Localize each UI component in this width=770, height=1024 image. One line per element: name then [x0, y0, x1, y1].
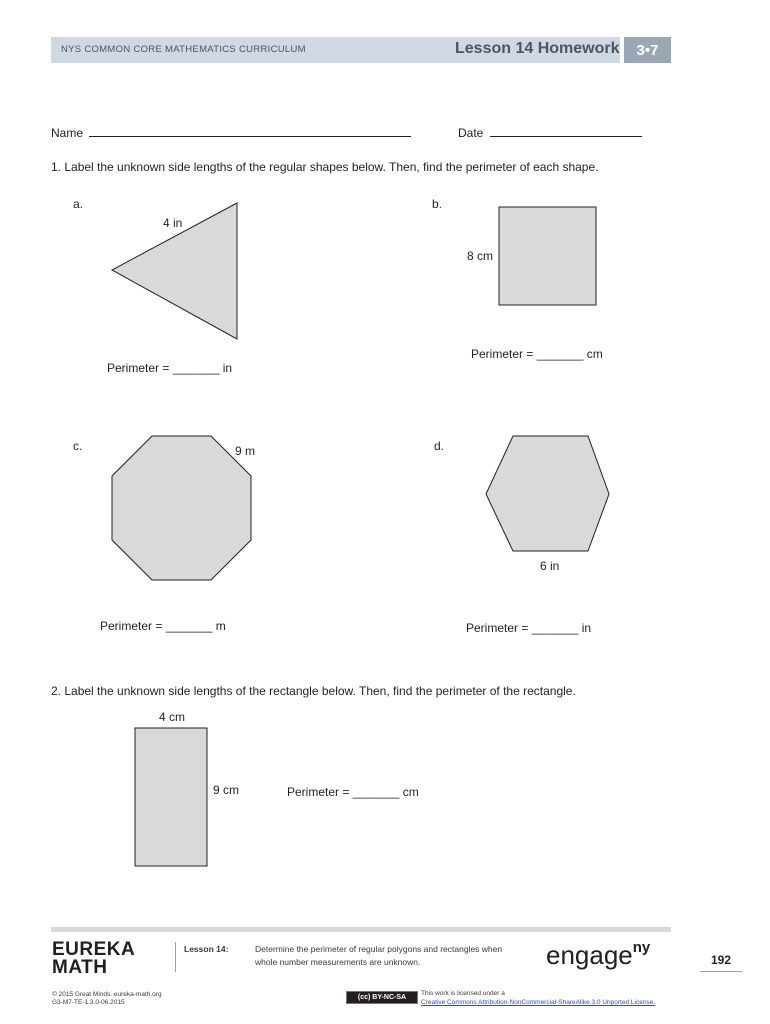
rectangle-top-label: 4 cm [159, 710, 186, 724]
perimeter-rect-prefix: Perimeter = _______ [287, 785, 400, 799]
lesson-title: Lesson 14 Homework [455, 40, 620, 57]
perimeter-c-prefix: Perimeter = _______ [100, 619, 213, 633]
perimeter-d-prefix: Perimeter = _______ [466, 621, 579, 635]
name-label: Name [51, 126, 84, 140]
octagon-shape [112, 436, 251, 580]
problem2-instruction: 2. Label the unknown side lengths of the rectangle below. Then, find the perimeter of the rectangle. [51, 684, 576, 698]
square-side-label: 8 cm [467, 249, 494, 263]
square-shape [499, 207, 596, 305]
label-a: a. [73, 197, 84, 211]
label-d: d. [434, 439, 445, 453]
eureka-math-logo [52, 941, 135, 977]
perimeter-rect-unit: cm [402, 785, 419, 799]
engageny-logo [546, 940, 650, 971]
perimeter-a-prefix: Perimeter = _______ [107, 361, 220, 375]
perimeter-b-unit: cm [586, 347, 603, 361]
logo-eureka-word: EUREKA [52, 939, 136, 960]
rectangle-shape [135, 728, 207, 866]
perimeter-a-unit: in [222, 361, 233, 375]
doc-code: G3-M7-TE-1.3.0-06.2015 [52, 999, 125, 1006]
perimeter-b-prefix: Perimeter = _______ [471, 347, 584, 361]
hexagon-side-label: 6 in [540, 559, 560, 573]
label-c: c. [73, 439, 83, 453]
copyright: © 2015 Great Minds. eureka-math.org [52, 991, 162, 998]
hexagon-shape [486, 436, 609, 551]
curriculum-title: NYS COMMON CORE MATHEMATICS CURRICULUM [61, 44, 306, 55]
octagon-side-label: 9 m [235, 444, 256, 458]
page-number: 192 [700, 953, 742, 972]
footer-lesson-label: Lesson 14: [184, 944, 229, 954]
perimeter-b [471, 347, 603, 361]
perimeter-d [466, 621, 591, 635]
perimeter-d-unit: in [581, 621, 592, 635]
perimeter-rectangle [287, 785, 419, 799]
footer-objective-2: whole number measurements are unknown. [255, 957, 421, 967]
label-b: b. [432, 197, 443, 211]
ny-word: ny [632, 939, 651, 957]
perimeter-c [100, 619, 226, 633]
date-label: Date [458, 126, 484, 140]
footer-rule [51, 927, 671, 932]
perimeter-a [107, 361, 232, 375]
engage-word: engage [546, 940, 633, 970]
cc-license-badge: (cc) BY-NC-SA [346, 991, 418, 1004]
license-text: This work is licensed under a [421, 990, 505, 997]
problem1-instruction: 1. Label the unknown side lengths of the regular shapes below. Then, find the perimeter of each shape. [51, 160, 599, 174]
rectangle-side-label: 9 cm [213, 783, 240, 797]
footer-divider [175, 942, 176, 972]
triangle-side-label: 4 in [163, 216, 183, 230]
logo-math-word: MATH [52, 957, 108, 978]
grade-module-badge: 3•7 [624, 37, 671, 63]
license-link[interactable]: Creative Commons Attribution-NonCommercial-ShareAlike 3.0 Unported License. [421, 999, 656, 1006]
footer-objective-1: Determine the perimeter of regular polygons and rectangles when [255, 944, 503, 954]
perimeter-c-unit: m [215, 619, 226, 633]
